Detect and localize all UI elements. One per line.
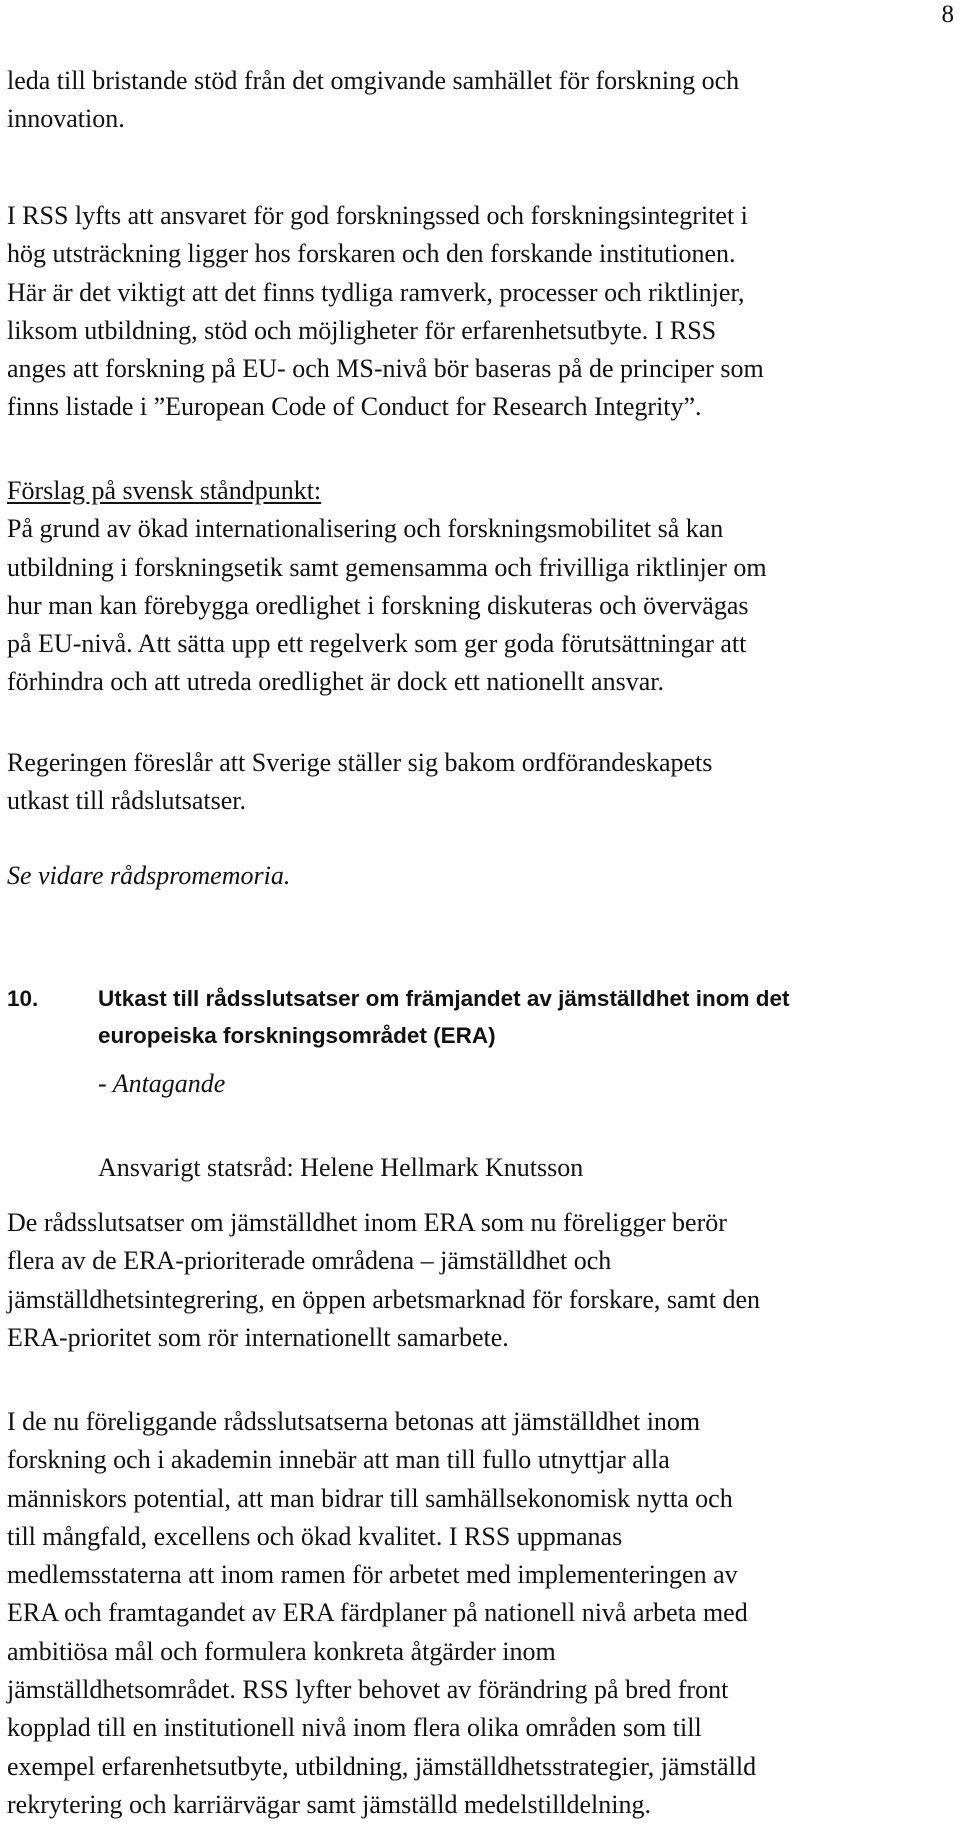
section-subtitle: - Antagande [98, 1069, 226, 1098]
text-line: innovation. [7, 104, 125, 134]
swedish-position-section [7, 472, 957, 702]
text-line: leda till bristande stöd från det omgivande samhället för forskning och [7, 66, 740, 95]
text-line: rekrytering och karriärvägar samt jämställd medelstilldelning. [7, 1789, 652, 1819]
text-line: Regeringen föreslår att Sverige ställer sig bakom ordförandeskapets [7, 748, 713, 777]
paragraph-era-conclusions [7, 1204, 957, 1357]
text-line: jämställdhetsområdet. RSS lyfter behovet av förändring på bred front [7, 1675, 729, 1705]
paragraph-continuation [7, 62, 957, 139]
text-line: utkast till rådslutsatser. [7, 786, 247, 816]
text-line: De rådsslutsatser om jämställdhet inom ERA som nu föreligger berör [7, 1208, 727, 1237]
section-title-line: Utkast till rådsslutsatser om främjandet av jämställdhet inom det [98, 986, 790, 1011]
text-line: hur man kan förebygga oredlighet i forskning diskuteras och övervägas [7, 590, 749, 620]
text-line: kopplad till en institutionell nivå inom flera olika områden som till [7, 1713, 702, 1743]
text-line: människors potential, att man bidrar till samhällsekonomisk nytta och [7, 1483, 733, 1513]
section-number: 10. [7, 986, 39, 1011]
text-line: flera av de ERA-prioriterade områdena – jämställdhet och [7, 1246, 612, 1276]
text-line: anges att forskning på EU- och MS-nivå bör baseras på de principer som [7, 354, 764, 384]
text-line: förhindra och att utreda oredlighet är dock ett nationellt ansvar. [7, 667, 664, 697]
text-line: medlemsstaterna att inom ramen för arbetet med implementeringen av [7, 1560, 738, 1590]
text-line: ERA-prioritet som rör internationellt samarbete. [7, 1322, 509, 1352]
see-more-note: Se vidare rådspromemoria. [7, 861, 291, 890]
section-title [98, 980, 789, 1054]
text-line: I RSS lyfts att ansvaret för god forskningssed och forskningsintegritet i [7, 201, 748, 230]
text-line: Här är det viktigt att det finns tydliga ramverk, processer och riktlinjer, [7, 277, 745, 307]
text-line: På grund av ökad internationalisering och forskningsmobilitet så kan [7, 514, 724, 544]
text-line: forskning och i akademin innebär att man till fullo utnyttjar alla [7, 1445, 670, 1475]
text-line: ERA och framtagandet av ERA färdplaner på nationell nivå arbeta med [7, 1598, 748, 1628]
text-line: liksom utbildning, stöd och möjligheter för erfarenhetsutbyte. I RSS [7, 315, 717, 345]
text-line: till mångfald, excellens och ökad kvalitet. I RSS uppmanas [7, 1521, 623, 1551]
page-number: 8 [941, 1, 954, 28]
paragraph-rss-research-integrity [7, 197, 957, 427]
text-line: ambitiösa mål och formulera konkreta åtgärder inom [7, 1636, 556, 1666]
paragraph-gender-equality [7, 1403, 957, 1824]
text-line: finns listade i ”European Code of Conduct for Research Integrity”. [7, 392, 702, 422]
text-line: utbildning i forskningsetik samt gemensamma och frivilliga riktlinjer om [7, 552, 767, 582]
text-line: på EU-nivå. Att sätta upp ett regelverk som ger goda förutsättningar att [7, 629, 747, 659]
responsible-minister: Ansvarigt statsråd: Helene Hellmark Knutsson [98, 1153, 584, 1182]
section-title-line: europeiska forskningsområdet (ERA) [98, 1023, 496, 1048]
text-line: exempel erfarenhetsutbyte, utbildning, jämställdhetsstrategier, jämställd [7, 1751, 757, 1781]
text-line: I de nu föreliggande rådsslutsatserna betonas att jämställdhet inom [7, 1407, 701, 1436]
swedish-position-heading: Förslag på svensk ståndpunkt: [7, 476, 322, 505]
government-proposal-paragraph [7, 744, 957, 821]
text-line: jämställdhetsintegrering, en öppen arbetsmarknad för forskare, samt den [7, 1284, 761, 1314]
text-line: hög utsträckning ligger hos forskaren och den forskande institutionen. [7, 239, 736, 269]
